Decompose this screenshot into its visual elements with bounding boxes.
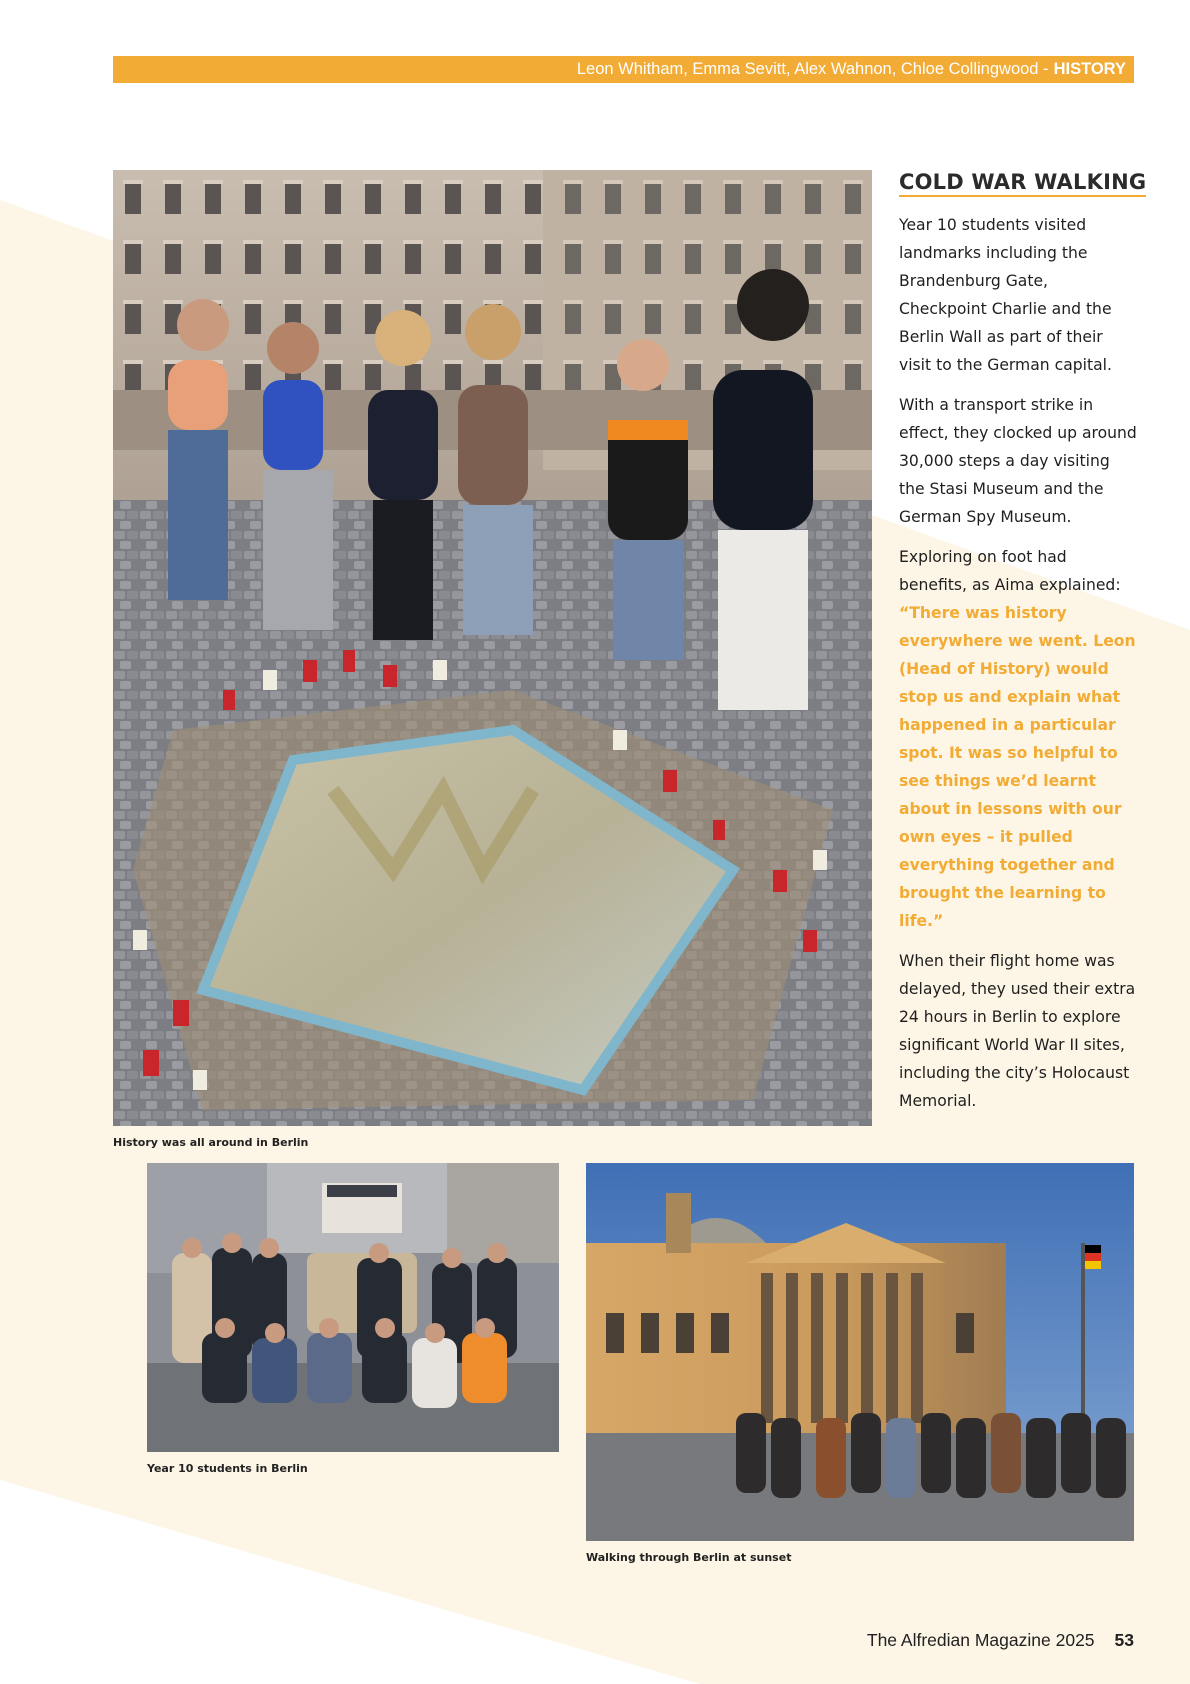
article-title: COLD WAR WALKING [899, 170, 1146, 197]
photo-memorial-students [113, 170, 872, 1126]
photo-group-checkpoint [147, 1163, 559, 1452]
caption-sunset-photo: Walking through Berlin at sunset [586, 1551, 792, 1564]
caption-group-photo: Year 10 students in Berlin [147, 1462, 308, 1475]
caption-main-photo: History was all around in Berlin [113, 1136, 309, 1149]
article-paragraph-3 [899, 543, 1139, 935]
article-paragraph-4: When their flight home was delayed, they used their extra 24 hours in Berlin to explore significant World War II sites, including the city’s Holocaust Memorial. [899, 952, 1136, 1110]
article-paragraph-1: Year 10 students visited landmarks including the Brandenburg Gate, Checkpoint Charlie and the Berlin Wall as part of their visit to the German capital. [899, 216, 1112, 374]
magazine-title: The Alfredian Magazine 2025 [866, 1630, 1095, 1650]
header-category: HISTORY [1053, 60, 1126, 78]
page-footer [867, 1630, 1134, 1651]
section-header-bar [113, 56, 1134, 83]
header-authors: Leon Whitham, Emma Sevitt, Alex Wahnon, Chloe Collingwood - [576, 60, 1049, 78]
article-column [899, 170, 1147, 1127]
photo-reichstag-sunset [586, 1163, 1134, 1541]
quote-intro: Exploring on foot had benefits, as Aima explained: [899, 548, 1121, 594]
page-number: 53 [1114, 1630, 1134, 1650]
student-quote: “There was history everywhere we went. Leon (Head of History) would stop us and explain what happened in a particular spot. It was so helpful to see things we’d learnt about in lessons with our own eyes – it pulled everything together and brought the learning to life.” [899, 604, 1136, 930]
article-paragraph-2: With a transport strike in effect, they clocked up around 30,000 steps a day visiting the Stasi Museum and the German Spy Museum. [899, 396, 1137, 526]
